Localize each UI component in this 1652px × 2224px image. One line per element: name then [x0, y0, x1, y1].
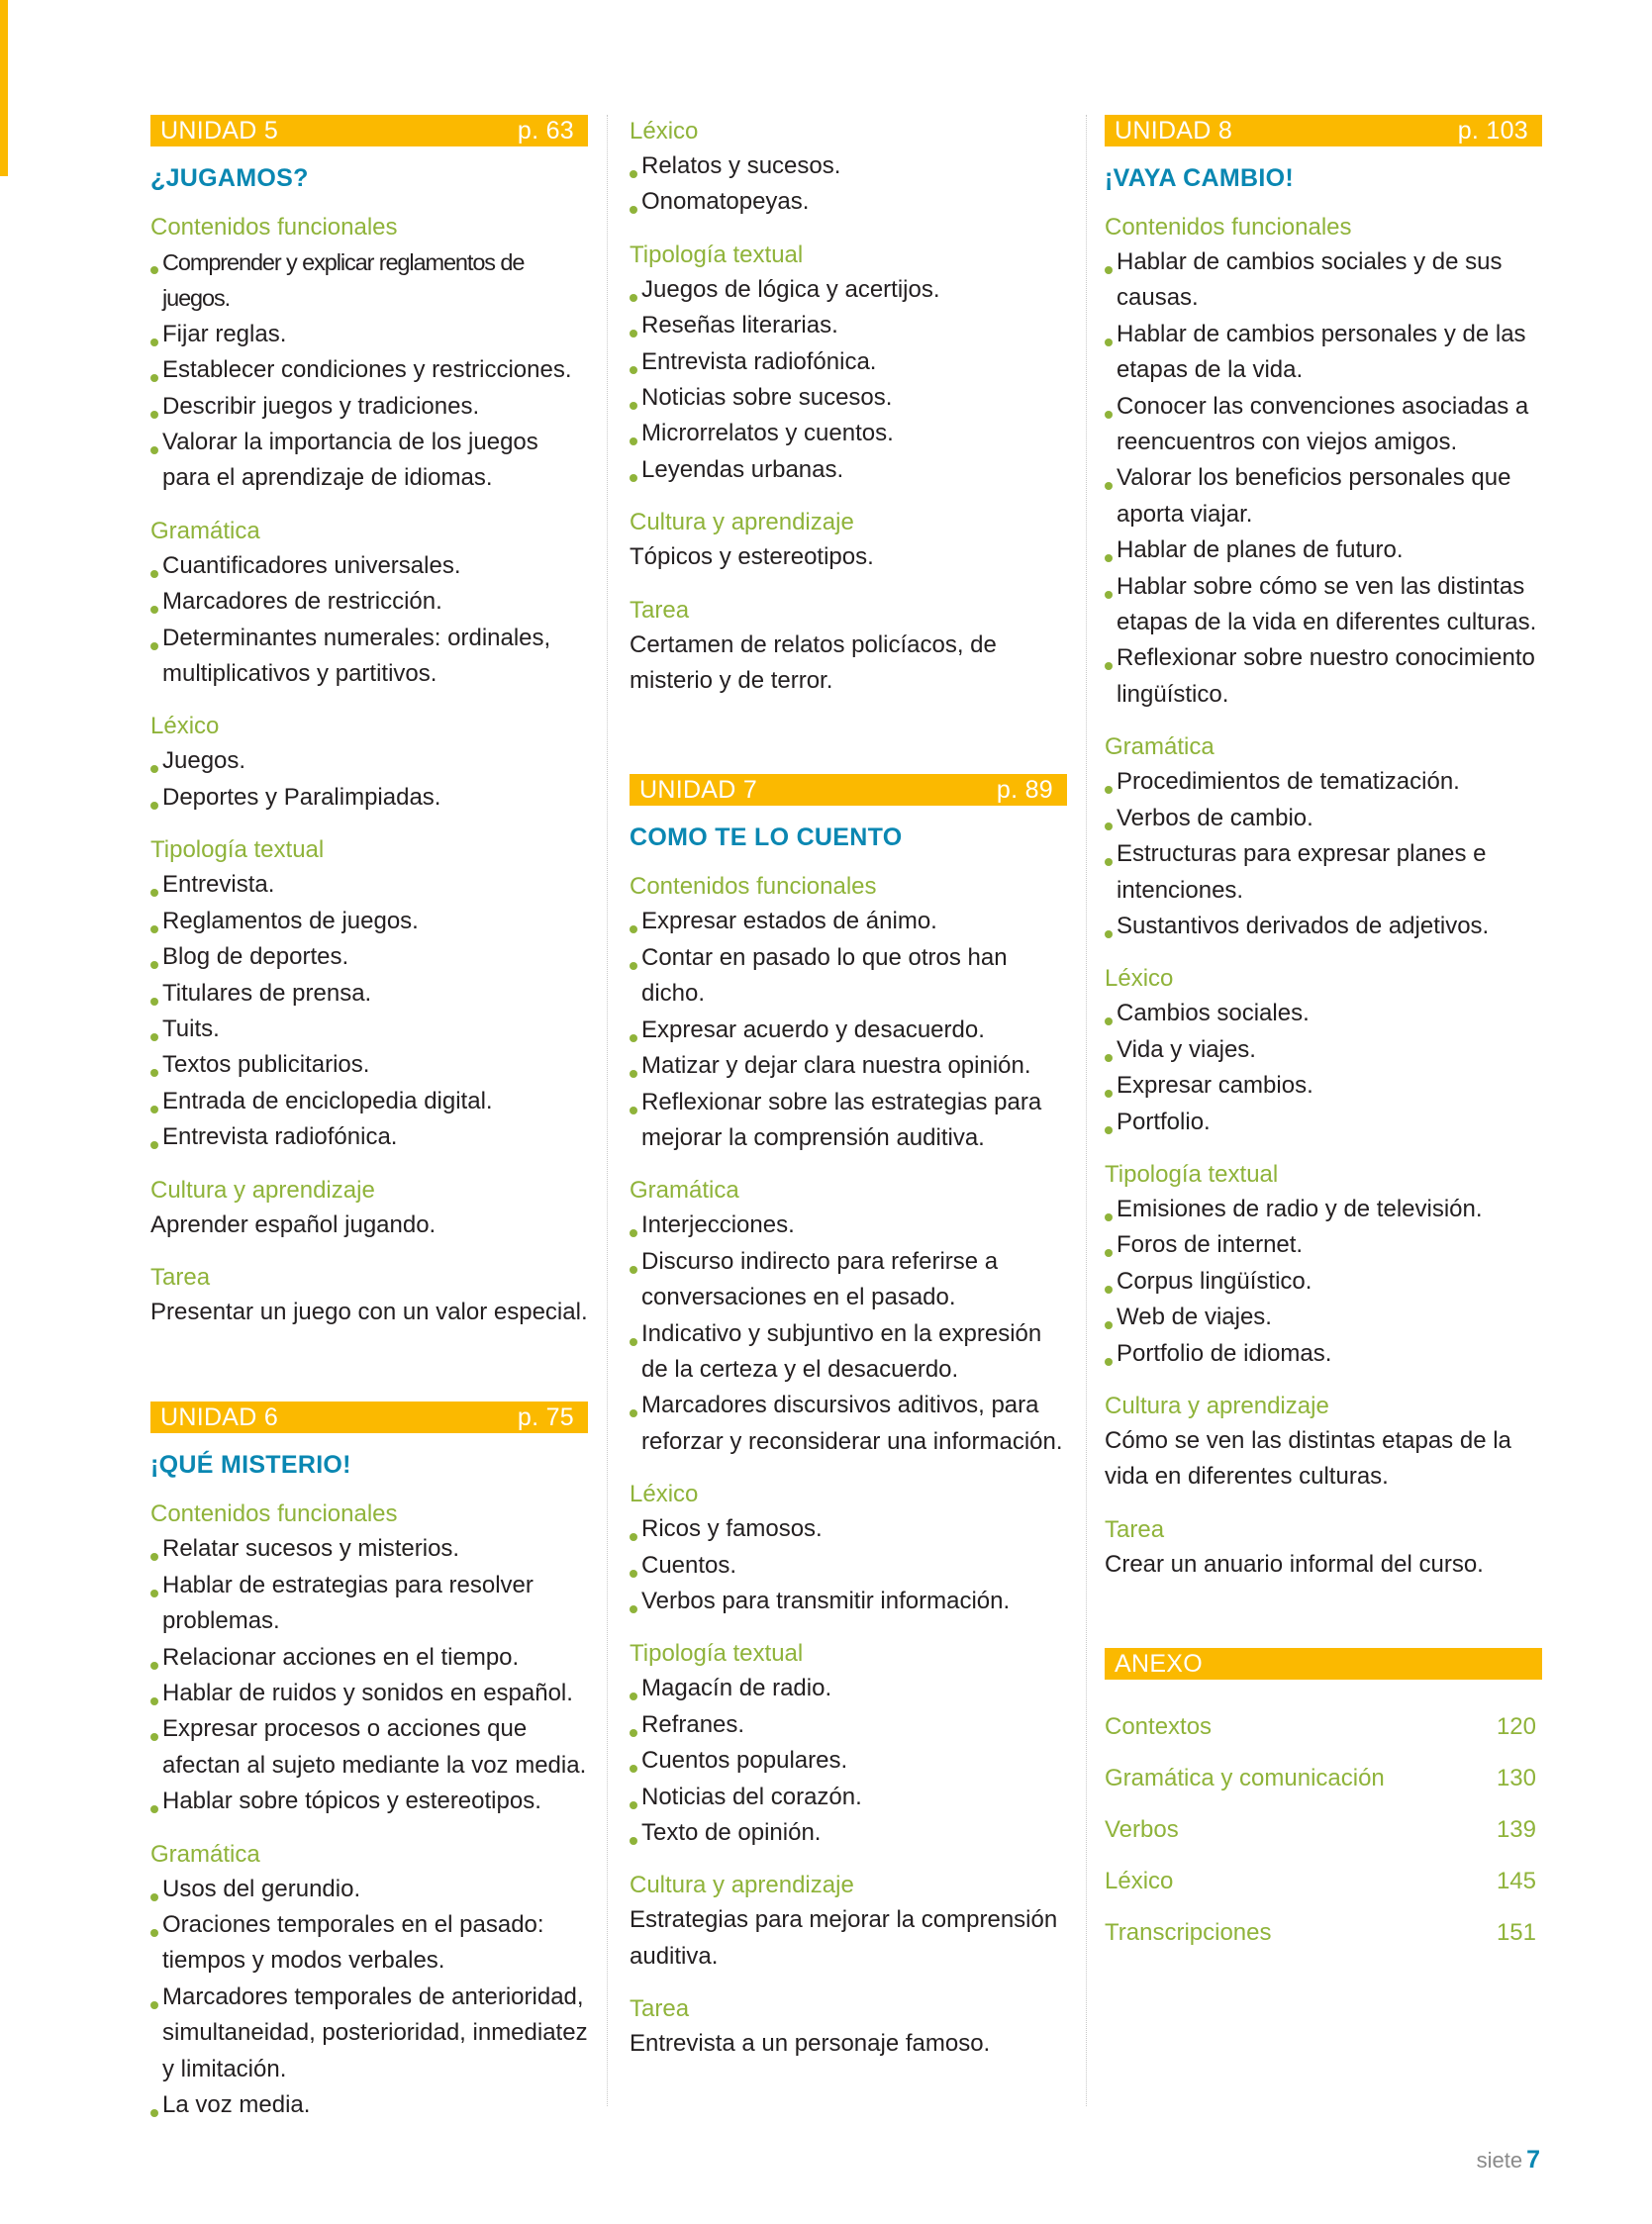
list-item: Entrevista. [150, 867, 588, 903]
page-number-digit: 7 [1526, 2146, 1540, 2174]
list-item: Deportes y Paralimpiadas. [150, 780, 588, 816]
list-item: Marcadores de restricción. [150, 584, 588, 620]
item-list [150, 867, 588, 1155]
section-title: Tarea [630, 1995, 690, 2023]
anexo-item-name: Contextos [1105, 1713, 1213, 1741]
item-list [630, 272, 1067, 488]
unit-5-header[interactable] [150, 115, 588, 146]
column-3 [1105, 115, 1542, 1959]
list-item: Fijar reglas. [150, 317, 588, 352]
anexo-item-name: Verbos [1105, 1816, 1179, 1844]
unit-5-title: ¿JUGAMOS? [150, 164, 309, 192]
list-item: Expresar cambios. [1105, 1068, 1542, 1104]
item-list [630, 148, 1067, 221]
list-item: Cuentos. [630, 1548, 1067, 1584]
list-item: Indicativo y subjuntivo en la expresión de la certeza y el desacuerdo. [630, 1316, 1067, 1389]
section-title: Contenidos funcionales [150, 214, 398, 241]
list-item: Expresar estados de ánimo. [630, 904, 1067, 939]
section-title: Gramática [630, 1177, 739, 1205]
list-item: Entrada de enciclopedia digital. [150, 1084, 588, 1119]
section-gramatica [150, 1838, 588, 2124]
anexo-item-name: Gramática y comunicación [1105, 1765, 1385, 1792]
section-tarea [630, 1992, 1067, 2062]
anexo-item-contextos[interactable] [1105, 1701, 1542, 1753]
list-item: Marcadores discursivos aditivos, para reforzar y reconsiderar una información. [630, 1388, 1067, 1460]
list-item: Reseñas literarias. [630, 308, 1067, 343]
anexo-item-page: 130 [1496, 1765, 1536, 1792]
list-item: Magacín de radio. [630, 1671, 1067, 1706]
unit-label: UNIDAD 7 [639, 775, 758, 804]
list-item: Onomatopeyas. [630, 184, 1067, 220]
section-title: Tipología textual [630, 241, 804, 268]
section-title: Cultura y aprendizaje [150, 1176, 375, 1204]
unit-label: UNIDAD 6 [160, 1402, 279, 1431]
anexo-item-name: Léxico [1105, 1868, 1174, 1895]
list-item: Entrevista radiofónica. [150, 1119, 588, 1155]
list-item: Hablar de estrategias para resolver problemas. [150, 1568, 588, 1640]
section-contenidos-funcionales [150, 1498, 588, 1819]
list-item: Vida y viajes. [1105, 1032, 1542, 1068]
section-tipologia-textual [630, 1637, 1067, 1851]
list-item: Juegos. [150, 743, 588, 779]
unit-7-header[interactable] [630, 774, 1067, 806]
column-1 [150, 115, 588, 2123]
section-lexico [150, 710, 588, 816]
section-contenidos-funcionales [1105, 211, 1542, 713]
unit-label: UNIDAD 8 [1115, 116, 1233, 145]
section-text: Aprender español jugando. [150, 1210, 437, 1238]
section-title: Gramática [1105, 733, 1215, 761]
section-title: Cultura y aprendizaje [1105, 1392, 1329, 1419]
unit-page: p. 63 [517, 116, 574, 145]
list-item: Tuits. [150, 1012, 588, 1047]
section-contenidos-funcionales [630, 870, 1067, 1156]
list-item: Procedimientos de tematización. [1105, 764, 1542, 800]
list-item: Refranes. [630, 1707, 1067, 1743]
anexo-item-page: 151 [1496, 1919, 1536, 1947]
list-item: Matizar y dejar clara nuestra opinión. [630, 1048, 1067, 1084]
page-number-word: siete [1476, 2148, 1523, 2173]
section-contenidos-funcionales [150, 211, 588, 497]
list-item: Expresar acuerdo y desacuerdo. [630, 1013, 1067, 1048]
list-item: Reglamentos de juegos. [150, 904, 588, 939]
item-list [1105, 764, 1542, 944]
list-item: Noticias del corazón. [630, 1780, 1067, 1815]
section-title: Tipología textual [150, 836, 325, 864]
list-item: Portfolio de idiomas. [1105, 1336, 1542, 1372]
anexo-item-page: 120 [1496, 1713, 1536, 1741]
anexo-item-name: Transcripciones [1105, 1919, 1272, 1947]
item-list [150, 244, 588, 497]
list-item: Discurso indirecto para referirse a conversaciones en el pasado. [630, 1244, 1067, 1316]
section-tipologia-textual [630, 239, 1067, 488]
section-gramatica [150, 515, 588, 693]
anexo-list [1105, 1701, 1542, 1959]
item-list [630, 1671, 1067, 1851]
section-title: Cultura y aprendizaje [630, 1872, 854, 1899]
anexo-item-lexico[interactable] [1105, 1856, 1542, 1907]
unit-7-title: COMO TE LO CUENTO [630, 823, 903, 852]
item-list [630, 1208, 1067, 1460]
section-title: Tarea [630, 596, 690, 624]
section-title: Tarea [150, 1263, 211, 1291]
anexo-item-gramatica[interactable] [1105, 1753, 1542, 1804]
list-item: Cuantificadores universales. [150, 548, 588, 584]
item-list [150, 548, 588, 693]
list-item: Usos del gerundio. [150, 1872, 588, 1907]
section-cultura [630, 1869, 1067, 1975]
list-item: Conocer las convenciones asociadas a reencuentros con viejos amigos. [1105, 389, 1542, 461]
list-item: Ricos y famosos. [630, 1511, 1067, 1547]
section-text: Estrategias para mejorar la comprensión auditiva. [630, 1906, 1058, 1970]
list-item: Valorar la importancia de los juegos para el aprendizaje de idiomas. [150, 425, 588, 497]
list-item: Verbos de cambio. [1105, 801, 1542, 836]
unit-page: p. 75 [517, 1402, 574, 1431]
section-title: Léxico [630, 1481, 699, 1508]
list-item: Web de viajes. [1105, 1300, 1542, 1335]
section-lexico [630, 1478, 1067, 1619]
list-item: Valorar los beneficios personales que aporta viajar. [1105, 460, 1542, 532]
section-title: Gramática [150, 1840, 260, 1868]
item-list [1105, 244, 1542, 713]
list-item: Corpus lingüístico. [1105, 1264, 1542, 1300]
list-item: Hablar de cambios sociales y de sus causas. [1105, 244, 1542, 317]
column-divider [1086, 115, 1087, 2106]
anexo-header[interactable] [1105, 1648, 1542, 1680]
list-item: La voz media. [150, 2087, 588, 2123]
unit-6-title: ¡QUÉ MISTERIO! [150, 1451, 351, 1480]
section-cultura [150, 1174, 588, 1243]
section-text: Presentar un juego con un valor especial. [150, 1298, 588, 1325]
list-item: Emisiones de radio y de televisión. [1105, 1192, 1542, 1227]
list-item: Relatos y sucesos. [630, 148, 1067, 184]
list-item: Relacionar acciones en el tiempo. [150, 1640, 588, 1676]
item-list [1105, 996, 1542, 1140]
list-item: Foros de internet. [1105, 1227, 1542, 1263]
section-text: Cómo se ven las distintas etapas de la vida en diferentes culturas. [1105, 1426, 1511, 1491]
anexo-item-page: 145 [1496, 1868, 1536, 1895]
section-tarea [150, 1261, 588, 1330]
section-text: Entrevista a un personaje famoso. [630, 2030, 991, 2058]
section-title: Tarea [1105, 1515, 1165, 1543]
list-item: Titulares de prensa. [150, 976, 588, 1012]
list-item: Marcadores temporales de anterioridad, simultaneidad, posterioridad, inmediatez y limitación. [150, 1980, 588, 2087]
unit-6-header[interactable] [150, 1402, 588, 1433]
list-item: Reflexionar sobre las estrategias para mejorar la comprensión auditiva. [630, 1085, 1067, 1157]
section-title: Contenidos funcionales [1105, 214, 1352, 241]
list-item: Hablar de planes de futuro. [1105, 532, 1542, 568]
anexo-label: ANEXO [1115, 1649, 1204, 1678]
section-title: Tipología textual [1105, 1160, 1279, 1188]
list-item: Verbos para transmitir información. [630, 1584, 1067, 1619]
list-item: Leyendas urbanas. [630, 452, 1067, 488]
list-item: Portfolio. [1105, 1105, 1542, 1140]
section-title: Tipología textual [630, 1640, 804, 1668]
section-title: Léxico [630, 118, 699, 145]
list-item: Estructuras para expresar planes e intenciones. [1105, 836, 1542, 909]
unit-page: p. 89 [996, 775, 1053, 804]
unit-label: UNIDAD 5 [160, 116, 279, 145]
list-item: Interjecciones. [630, 1208, 1067, 1243]
anexo-item-transcripciones[interactable] [1105, 1907, 1542, 1959]
unit-8-title: ¡VAYA CAMBIO! [1105, 164, 1294, 192]
item-list [150, 1531, 588, 1819]
list-item: Noticias sobre sucesos. [630, 380, 1067, 416]
unit-8-header[interactable] [1105, 115, 1542, 146]
list-item: Microrrelatos y cuentos. [630, 416, 1067, 451]
list-item: Contar en pasado lo que otros han dicho. [630, 940, 1067, 1013]
list-item: Texto de opinión. [630, 1815, 1067, 1851]
section-title: Gramática [150, 517, 260, 544]
anexo-item-verbos[interactable] [1105, 1804, 1542, 1856]
list-item: Sustantivos derivados de adjetivos. [1105, 909, 1542, 944]
page-number [1477, 2146, 1540, 2175]
list-item: Juegos de lógica y acertijos. [630, 272, 1067, 308]
list-item: Describir juegos y tradiciones. [150, 389, 588, 425]
list-item: Relatar sucesos y misterios. [150, 1531, 588, 1567]
section-title: Cultura y aprendizaje [630, 509, 854, 536]
section-text: Certamen de relatos policíacos, de misterio y de terror. [630, 630, 997, 695]
list-item: Hablar sobre cómo se ven las distintas etapas de la vida en diferentes culturas. [1105, 569, 1542, 641]
section-cultura [1105, 1390, 1542, 1496]
section-text: Tópicos y estereotipos. [630, 543, 874, 571]
list-item: Textos publicitarios. [150, 1047, 588, 1083]
section-text: Crear un anuario informal del curso. [1105, 1550, 1484, 1578]
section-title: Contenidos funcionales [630, 873, 877, 901]
section-lexico [630, 115, 1067, 221]
item-list [150, 743, 588, 816]
list-item: Cuentos populares. [630, 1743, 1067, 1779]
item-list [630, 904, 1067, 1156]
list-item: Entrevista radiofónica. [630, 344, 1067, 380]
item-list [1105, 1192, 1542, 1372]
section-lexico [1105, 962, 1542, 1140]
list-item: Establecer condiciones y restricciones. [150, 352, 588, 388]
list-item: Oraciones temporales en el pasado: tiempos y modos verbales. [150, 1907, 588, 1980]
list-item: Determinantes numerales: ordinales, multiplicativos y partitivos. [150, 621, 588, 693]
list-item: Expresar procesos o acciones que afectan al sujeto mediante la voz media. [150, 1711, 588, 1784]
section-gramatica [630, 1174, 1067, 1460]
column-divider [607, 115, 608, 2106]
list-item: Cambios sociales. [1105, 996, 1542, 1031]
list-item: Hablar de cambios personales y de las etapas de la vida. [1105, 317, 1542, 389]
section-title: Contenidos funcionales [150, 1500, 398, 1528]
list-item: Blog de deportes. [150, 939, 588, 975]
section-tarea [1105, 1513, 1542, 1583]
section-tarea [630, 594, 1067, 700]
section-title: Léxico [1105, 965, 1174, 993]
list-item: Reflexionar sobre nuestro conocimiento lingüístico. [1105, 640, 1542, 713]
section-title: Léxico [150, 713, 220, 740]
page-edge-tab [0, 0, 8, 176]
unit-page: p. 103 [1457, 116, 1528, 145]
list-item: Comprender y explicar reglamentos de juegos. [150, 244, 588, 317]
section-gramatica [1105, 730, 1542, 944]
list-item: Hablar de ruidos y sonidos en español. [150, 1676, 588, 1711]
column-2 [630, 115, 1067, 2063]
section-cultura [630, 506, 1067, 575]
section-tipologia-textual [150, 833, 588, 1155]
anexo-item-page: 139 [1496, 1816, 1536, 1844]
item-list [630, 1511, 1067, 1619]
item-list [150, 1872, 588, 2124]
section-tipologia-textual [1105, 1158, 1542, 1372]
list-item: Hablar sobre tópicos y estereotipos. [150, 1784, 588, 1819]
